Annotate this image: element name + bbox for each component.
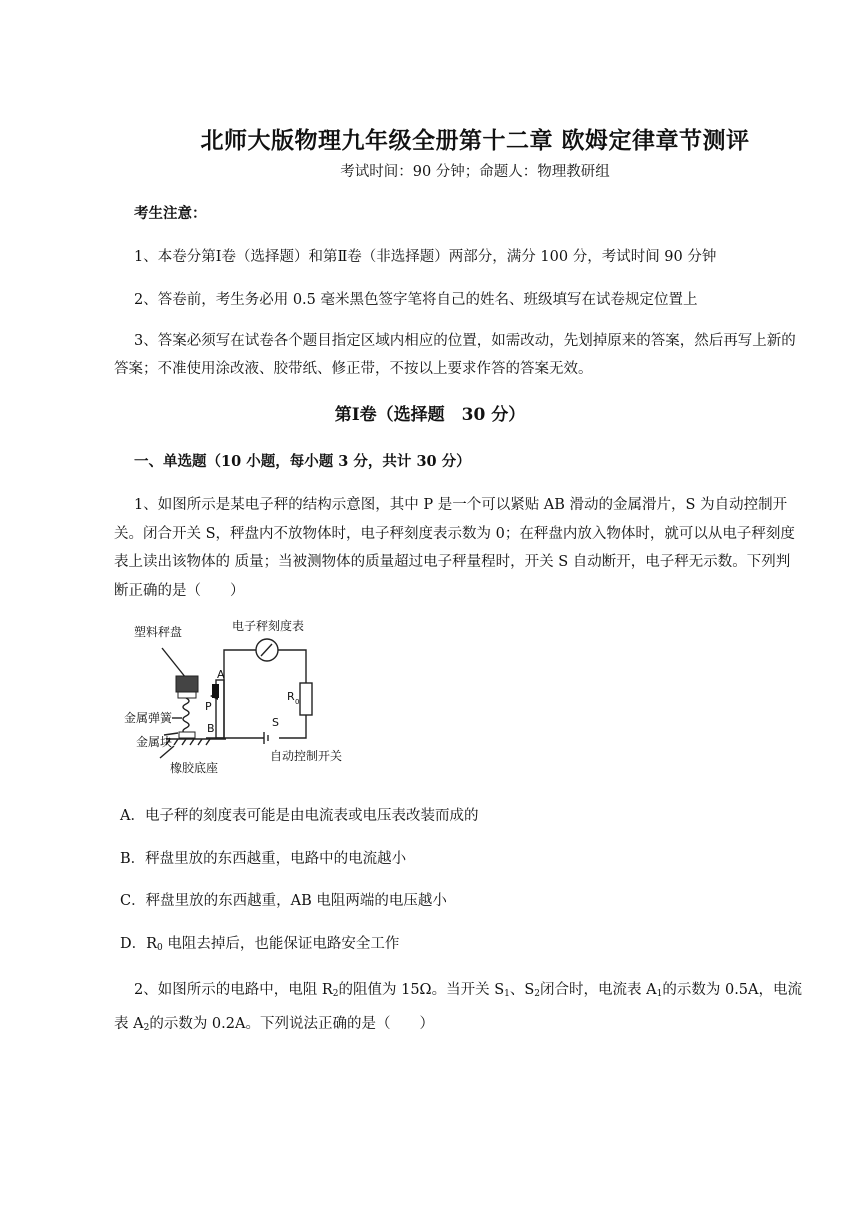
pan-support — [178, 692, 196, 698]
label-r: R — [287, 690, 295, 703]
notice-item-3: 3、答案必须写在试卷各个题目指定区域内相应的位置，如需改动，先划掉原来的答案，然后再写上新的答案；不准使用涂改液、胶带纸、修正带，不按以上要求作答的答案无效。 — [114, 333, 796, 377]
section-title: 第Ⅰ卷（选择题 30 分） — [334, 405, 526, 425]
spring-coil — [183, 698, 189, 734]
plastic-pan-icon — [176, 676, 198, 692]
option-b[interactable]: B．秤盘里放的东西越重，电路中的电流越小 — [120, 851, 407, 867]
option-c[interactable]: C．秤盘里放的东西越重，AB 电阻两端的电压越小 — [120, 893, 447, 909]
label-block: 金属块 — [136, 735, 173, 749]
notice-item-1: 1、本卷分第Ⅰ卷（选择题）和第Ⅱ卷（非选择题）两部分，满分 100 分，考试时间 90 分钟 — [134, 249, 717, 265]
q2-part: 闭合时，电流表 A — [540, 982, 657, 998]
q2-sub: 2 — [534, 989, 541, 999]
leader-pan — [162, 648, 186, 678]
hatch — [182, 739, 186, 745]
label-spring: 金属弹簧 — [124, 711, 173, 725]
label-pan: 塑料秤盘 — [134, 625, 183, 639]
notice-heading: 考生注意： — [134, 205, 207, 222]
q2-part: 、S — [509, 982, 535, 998]
option-d-prefix: D．R — [120, 936, 158, 952]
label-a: A — [217, 668, 225, 681]
meter-needle — [261, 644, 272, 656]
label-s: S — [272, 716, 279, 729]
q2-part: 的阻值为 15Ω。当开关 S — [338, 982, 505, 998]
q2-part: 的示数为 0.5A，电流表 A — [114, 982, 802, 1032]
question-1-stem: 1、如图所示是某电子秤的结构示意图，其中 P 是一个可以紧贴 AB 滑动的金属滑片，S 为自动控制开关。闭合开关 S，秤盘内不放物体时，电子秤刻度表示数为 0；在秤盘内放入物体时，就可以从电子秤刻度表上读出该物体的 质量；当被测物体的质量超过电子秤量程时，开关 S 自动断开，电子秤无示数。下列判断正确的是（ ） — [114, 497, 795, 599]
q2-part: 的示数为 0.2A。下列说法正确的是（ ） — [149, 1016, 434, 1032]
label-switch: 自动控制开关 — [270, 749, 343, 763]
label-meter: 电子秤刻度表 — [232, 619, 305, 633]
hatch — [206, 739, 210, 745]
hatch — [198, 739, 202, 745]
q2-sub: 2 — [143, 1023, 150, 1033]
label-p: P — [205, 700, 212, 713]
page-title: 北师大版物理九年级全册第十二章 欧姆定律章节测评 — [200, 128, 750, 154]
wire-left-top — [224, 650, 256, 738]
option-d-sub: 0 — [157, 943, 163, 953]
notice-item-2: 2、答卷前，考生务必用 0.5 毫米黑色签字笔将自己的姓名、班级填写在试卷规定位置上 — [134, 292, 698, 308]
q2-sub: 2 — [332, 989, 339, 999]
wire-right-bottom — [279, 715, 306, 738]
option-a[interactable]: A．电子秤的刻度表可能是由电流表或电压表改装而成的 — [120, 808, 479, 824]
question-2-stem — [114, 975, 804, 1043]
resistor-r0-icon — [300, 683, 312, 715]
part-title: 一、单选题（10 小题，每小题 3 分，共计 30 分） — [134, 453, 471, 470]
q2-part: 2、如图所示的电路中，电阻 R — [134, 982, 333, 998]
hatch — [174, 739, 178, 745]
option-d-rest: 电阻去掉后，也能保证电路安全工作 — [162, 936, 400, 952]
label-b: B — [207, 722, 215, 735]
q2-sub: 1 — [656, 989, 663, 999]
option-d[interactable] — [120, 932, 399, 953]
metal-block — [179, 732, 195, 738]
wire-right-top — [278, 650, 306, 683]
electronic-scale-diagram — [114, 608, 384, 783]
label-r-sub: 0 — [295, 698, 300, 706]
exam-info: 考试时间：90 分钟；命题人：物理教研组 — [340, 164, 610, 180]
hatch — [190, 739, 194, 745]
label-base: 橡胶底座 — [170, 761, 219, 775]
q2-sub: 1 — [504, 989, 510, 999]
